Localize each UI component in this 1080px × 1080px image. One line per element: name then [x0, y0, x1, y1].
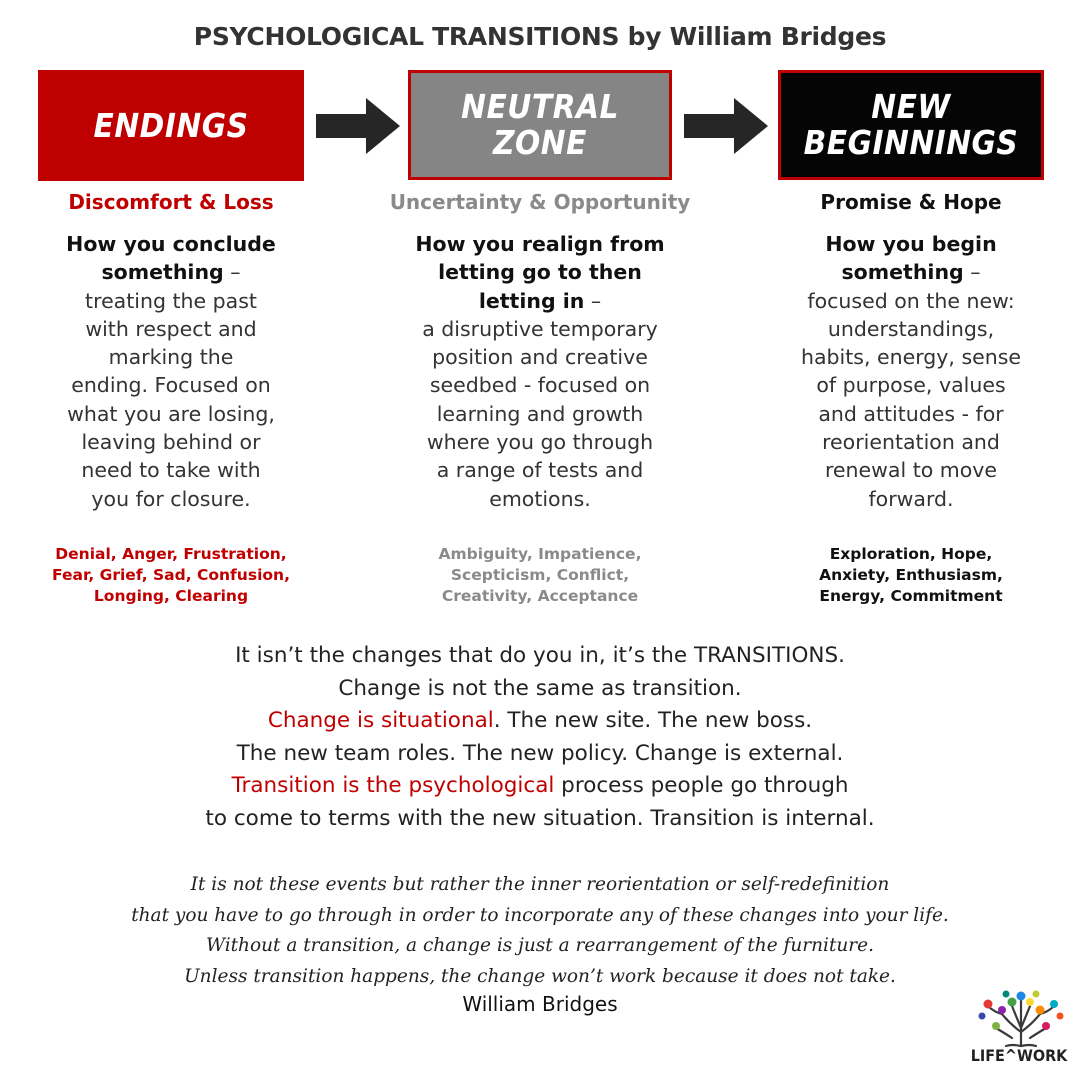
- neutral-line: emotions.: [489, 486, 591, 511]
- quote-line: The new team roles. The new policy. Change is external.: [236, 740, 844, 766]
- quote-author: William Bridges: [462, 992, 618, 1016]
- endings-intro-2: something: [101, 260, 224, 285]
- endings-subtitle: Discomfort & Loss: [68, 190, 274, 214]
- quote-line: process: [554, 773, 644, 799]
- new-line: understandings,: [827, 316, 995, 341]
- stage-endings-box: [38, 70, 304, 181]
- new-beginnings-emotions: [768, 544, 1054, 607]
- emotion-line: Scepticism, Conflict,: [450, 566, 630, 584]
- arrow-right-icon: [314, 96, 402, 156]
- emotion-line: Anxiety, Enthusiasm,: [819, 566, 1003, 584]
- emotion-line: Denial, Anger, Frustration,: [55, 545, 287, 563]
- new-line: habits, energy, sense: [800, 345, 1022, 370]
- italic-line: Without a transition, a change is just a rearrangement of the furniture.: [206, 935, 874, 956]
- neutral-line: a range of tests and: [436, 458, 644, 483]
- neutral-emotions: [382, 544, 698, 607]
- new-line: and attitudes - for: [818, 401, 1004, 426]
- emotion-line: Energy, Commitment: [819, 587, 1003, 605]
- italic-line: that you have to go through in order to incorporate any of these changes into your life.: [131, 904, 949, 926]
- page-title: PSYCHOLOGICAL TRANSITIONS by William Bridges: [193, 22, 887, 51]
- new-line: reorientation and: [822, 430, 1000, 455]
- endings-line: leaving behind or: [81, 430, 261, 455]
- endings-emotions: [38, 544, 304, 607]
- endings-description: [38, 230, 304, 513]
- emotion-line: Exploration, Hope,: [829, 545, 993, 563]
- endings-line: treating the past: [85, 288, 257, 313]
- quote-line: people go through: [643, 773, 849, 799]
- neutral-line: a disruptive temporary: [422, 316, 658, 341]
- quote-red-text: Change is situational: [267, 708, 494, 734]
- emotion-line: Fear, Grief, Sad, Confusion,: [52, 566, 290, 584]
- new-intro-1: How you begin: [825, 232, 997, 256]
- new-beginnings-subtitle: Promise & Hope: [820, 190, 1002, 214]
- quote-line: Change is not the same as transition.: [338, 675, 742, 701]
- new-intro-2: something: [841, 260, 964, 285]
- new-dash: –: [963, 260, 981, 285]
- quote-line: It isn’t the changes that do you in, it’s the: [235, 643, 694, 668]
- stage-new-label-line2: BEGINNINGS: [803, 123, 1019, 162]
- neutral-subtitle: Uncertainty & Opportunity: [389, 190, 691, 214]
- italic-line: It is not these events but rather the inner reorientation or self-redefinition: [190, 874, 890, 895]
- neutral-intro-2: letting go to then: [438, 260, 642, 285]
- endings-line: need to take with: [81, 458, 261, 483]
- endings-line: what you are losing,: [67, 401, 275, 426]
- stage-neutral-label-line2: ZONE: [493, 123, 587, 162]
- stage-neutral-box: [408, 70, 672, 180]
- endings-line: marking the: [108, 345, 234, 370]
- quote-red-text: Transition is the psychological: [231, 773, 555, 799]
- neutral-line: learning and growth: [436, 401, 644, 426]
- endings-line: with respect and: [85, 316, 257, 341]
- neutral-intro-3: letting in: [478, 288, 585, 313]
- bridges-italic-quote: [0, 870, 1080, 992]
- new-line: of purpose, values: [816, 373, 1006, 398]
- stage-neutral-label-line1: NEUTRAL: [461, 87, 619, 127]
- new-line: focused on the new:: [807, 288, 1015, 313]
- emotion-line: Longing, Clearing: [93, 587, 249, 605]
- endings-intro-1: How you conclude: [66, 232, 276, 256]
- transitions-quote: [0, 640, 1080, 836]
- stage-new-beginnings-box: [778, 70, 1044, 180]
- arrow-right-icon: [682, 96, 770, 156]
- emotion-line: Creativity, Acceptance: [441, 587, 639, 605]
- quote-emphasis: TRANSITIONS.: [693, 643, 845, 668]
- emotion-line: Ambiguity, Impatience,: [438, 545, 642, 563]
- neutral-dash: –: [584, 288, 602, 313]
- neutral-line: position and creative: [432, 345, 648, 370]
- endings-dash: –: [223, 260, 241, 285]
- endings-line: ending. Focused on: [71, 373, 271, 398]
- new-beginnings-description: [768, 230, 1054, 513]
- stage-new-label-line1: NEW: [871, 87, 951, 127]
- endings-line: you for closure.: [91, 486, 251, 511]
- italic-line: Unless transition happens, the change won’t work because it does not take.: [184, 965, 896, 987]
- neutral-intro-1: How you realign from: [415, 232, 665, 256]
- quote-line: to come to terms with the new situation. Transition is internal.: [205, 805, 875, 831]
- lifework-logo-text: LIFE^WORK: [970, 1046, 1068, 1065]
- neutral-description: [382, 230, 698, 513]
- quote-line: . The new site. The new boss.: [493, 708, 813, 734]
- stage-endings-label: ENDINGS: [93, 105, 249, 145]
- neutral-line: seedbed - focused on: [429, 373, 651, 398]
- neutral-line: where you go through: [426, 430, 654, 455]
- new-line: forward.: [868, 486, 954, 511]
- new-line: renewal to move: [824, 458, 998, 483]
